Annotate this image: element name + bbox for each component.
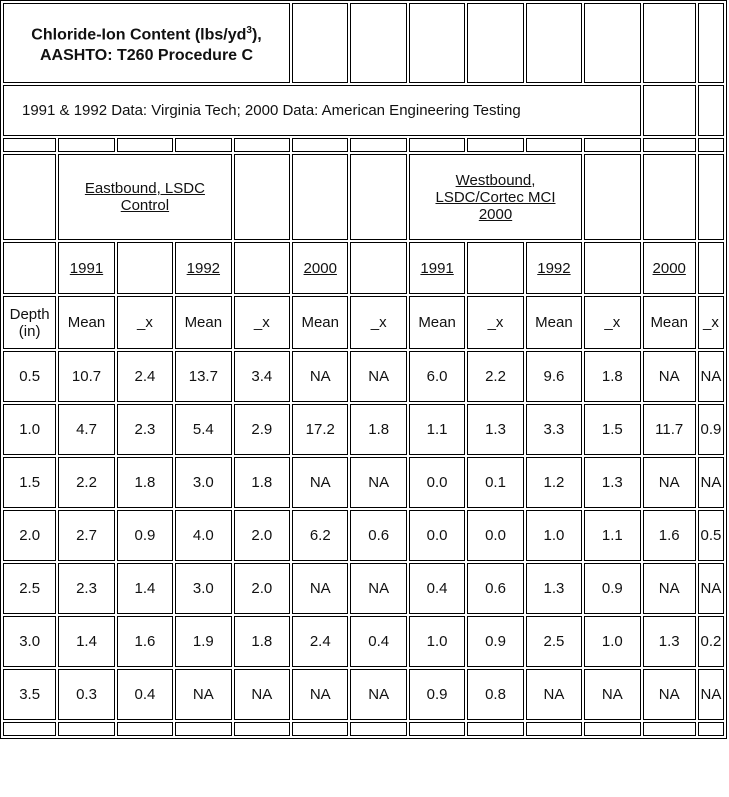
spacer-cell [58,138,114,152]
spacer-cell [117,722,173,736]
spacer-cell [698,722,724,736]
data-cell: 2.0 [234,510,290,561]
data-cell: NA [175,669,231,720]
data-cell: 1.8 [350,404,406,455]
data-cell: 3.4 [234,351,290,402]
data-cell: 2.4 [292,616,348,667]
depth-cell: 0.5 [3,351,56,402]
data-cell: 3.0 [175,563,231,614]
data-cell: NA [526,669,582,720]
data-cell: 1.0 [409,616,465,667]
data-cell: 0.3 [58,669,114,720]
depth-unit: (in) [18,322,41,340]
empty-cell [643,3,696,83]
westbound-line3: 2000 [478,205,513,223]
eastbound-line2: Control [120,197,170,214]
spacer-cell [526,722,582,736]
table-row [3,404,724,455]
data-cell: 1.1 [409,404,465,455]
data-cell: NA [350,457,406,508]
spacer-cell [175,138,231,152]
data-cell: 0.6 [467,563,523,614]
spacer-cell [409,722,465,736]
empty-cell [643,85,696,136]
data-cell: 3.0 [175,457,231,508]
data-cell: 0.0 [409,457,465,508]
table-title [3,3,290,83]
title-line1-end: ), [251,26,262,44]
table-row [3,669,724,720]
data-cell: 0.9 [409,669,465,720]
spacer-cell [58,722,114,736]
data-cell: NA [643,669,696,720]
depth-cell: 2.0 [3,510,56,561]
data-cell: 1.6 [643,510,696,561]
spacer-cell [467,138,523,152]
data-cell: 1.0 [584,616,640,667]
data-cell: 10.7 [58,351,114,402]
data-cell: 1.3 [526,563,582,614]
data-cell: NA [643,457,696,508]
empty-cell [526,3,582,83]
table-row [3,351,724,402]
data-cell: 0.2 [698,616,724,667]
spacer-cell [3,138,56,152]
depth-cell: 2.5 [3,563,56,614]
year-header: 1992 [175,242,231,294]
data-cell: 0.0 [409,510,465,561]
data-cell: 1.1 [584,510,640,561]
spacer-cell [234,722,290,736]
westbound-group-header [409,154,582,240]
empty-cell [3,242,56,294]
data-cell: 4.7 [58,404,114,455]
data-cell: 2.5 [526,616,582,667]
title-line1: Chloride-Ion Content (lbs/yd [31,26,247,44]
data-cell: 17.2 [292,404,348,455]
spacer-cell [350,138,406,152]
year-header: 2000 [292,242,348,294]
year-header: 1991 [58,242,114,294]
spacer-cell [643,722,696,736]
data-cell: 2.2 [467,351,523,402]
depth-label: Depth [9,305,50,323]
westbound-line1: Westbound, [455,171,536,189]
title-superscript: 3 [246,24,252,36]
eastbound-line1: Eastbound, LSDC [84,180,205,197]
data-cell: 0.9 [698,404,724,455]
data-cell: 1.4 [58,616,114,667]
data-cell: NA [292,669,348,720]
mean-header: Mean [526,296,582,349]
empty-cell [117,242,173,294]
sd-header: _x [234,296,290,349]
data-cell: 0.9 [467,616,523,667]
data-cell: 1.9 [175,616,231,667]
data-cell: 11.7 [643,404,696,455]
data-cell: NA [584,669,640,720]
data-cell: 1.8 [234,616,290,667]
data-cell: NA [350,669,406,720]
sd-header: _x [698,296,724,349]
year-header: 1991 [409,242,465,294]
data-cell: 2.4 [117,351,173,402]
depth-cell: 3.0 [3,616,56,667]
westbound-line2: LSDC/Cortec MCI [435,188,556,206]
column-header-row [3,296,724,349]
spacer-cell [292,722,348,736]
data-cell: 0.5 [698,510,724,561]
data-cell: NA [234,669,290,720]
eastbound-group-header [58,154,231,240]
empty-cell [643,154,696,240]
data-cell: NA [643,563,696,614]
empty-cell [698,3,724,83]
data-cell: 0.6 [350,510,406,561]
spacer-cell [467,722,523,736]
year-header: 2000 [643,242,696,294]
data-cell: 0.9 [117,510,173,561]
sd-header: _x [117,296,173,349]
data-cell: NA [350,563,406,614]
spacer-cell [584,722,640,736]
data-cell: NA [292,351,348,402]
spacer-cell [292,138,348,152]
data-cell: NA [698,669,724,720]
table-row [3,616,724,667]
data-cell: 13.7 [175,351,231,402]
mean-header: Mean [58,296,114,349]
sd-header: _x [584,296,640,349]
data-cell: 0.1 [467,457,523,508]
empty-cell [350,242,406,294]
data-cell: 2.0 [234,563,290,614]
data-cell: 0.4 [350,616,406,667]
spacer-cell [234,138,290,152]
empty-cell [350,3,406,83]
empty-cell [698,85,724,136]
mean-header: Mean [292,296,348,349]
spacer-cell [526,138,582,152]
empty-cell [467,3,523,83]
table-row [3,563,724,614]
data-cell: NA [698,457,724,508]
data-cell: 1.2 [526,457,582,508]
empty-cell [292,154,348,240]
table-row [3,510,724,561]
empty-cell [698,242,724,294]
title-line2: AASHTO: T260 Procedure C [39,47,254,65]
data-cell: 1.3 [584,457,640,508]
depth-header [3,296,56,349]
data-cell: NA [698,351,724,402]
depth-cell: 1.0 [3,404,56,455]
data-cell: 0.0 [467,510,523,561]
data-cell: 0.8 [467,669,523,720]
mean-header: Mean [643,296,696,349]
data-cell: NA [292,563,348,614]
data-cell: 0.9 [584,563,640,614]
spacer-cell [584,138,640,152]
spacer-cell [117,138,173,152]
data-cell: 0.4 [117,669,173,720]
empty-cell [584,242,640,294]
data-cell: 5.4 [175,404,231,455]
data-cell: 1.0 [526,510,582,561]
mean-header: Mean [409,296,465,349]
data-cell: 1.8 [584,351,640,402]
data-cell: 1.8 [234,457,290,508]
spacer-cell [643,138,696,152]
empty-cell [234,154,290,240]
data-cell: 9.6 [526,351,582,402]
data-cell: NA [350,351,406,402]
data-cell: 1.5 [584,404,640,455]
sd-header: _x [467,296,523,349]
empty-cell [584,154,640,240]
spacer-cell [409,138,465,152]
data-source-note: 1991 & 1992 Data: Virginia Tech; 2000 Data: American Engineering Testing [3,85,641,136]
data-cell: NA [698,563,724,614]
data-cell: 2.2 [58,457,114,508]
empty-cell [234,242,290,294]
spacer-cell [350,722,406,736]
spacer-cell [175,722,231,736]
empty-cell [409,3,465,83]
data-cell: 6.2 [292,510,348,561]
sd-header: _x [350,296,406,349]
spacer-cell [3,722,56,736]
data-cell: 4.0 [175,510,231,561]
empty-cell [584,3,640,83]
empty-cell [3,154,56,240]
data-cell: 2.3 [117,404,173,455]
empty-cell [698,154,724,240]
data-cell: 1.8 [117,457,173,508]
depth-cell: 1.5 [3,457,56,508]
data-cell: 1.4 [117,563,173,614]
data-cell: 1.6 [117,616,173,667]
data-cell: 6.0 [409,351,465,402]
data-cell: 3.3 [526,404,582,455]
empty-cell [350,154,406,240]
data-cell: 0.4 [409,563,465,614]
empty-cell [467,242,523,294]
data-cell: 1.3 [643,616,696,667]
year-header: 1992 [526,242,582,294]
depth-cell: 3.5 [3,669,56,720]
data-cell: 2.7 [58,510,114,561]
table-row [3,457,724,508]
data-cell: NA [643,351,696,402]
empty-cell [292,3,348,83]
data-cell: 2.3 [58,563,114,614]
data-cell: 2.9 [234,404,290,455]
data-cell: 1.3 [467,404,523,455]
spacer-cell [698,138,724,152]
mean-header: Mean [175,296,231,349]
data-cell: NA [292,457,348,508]
